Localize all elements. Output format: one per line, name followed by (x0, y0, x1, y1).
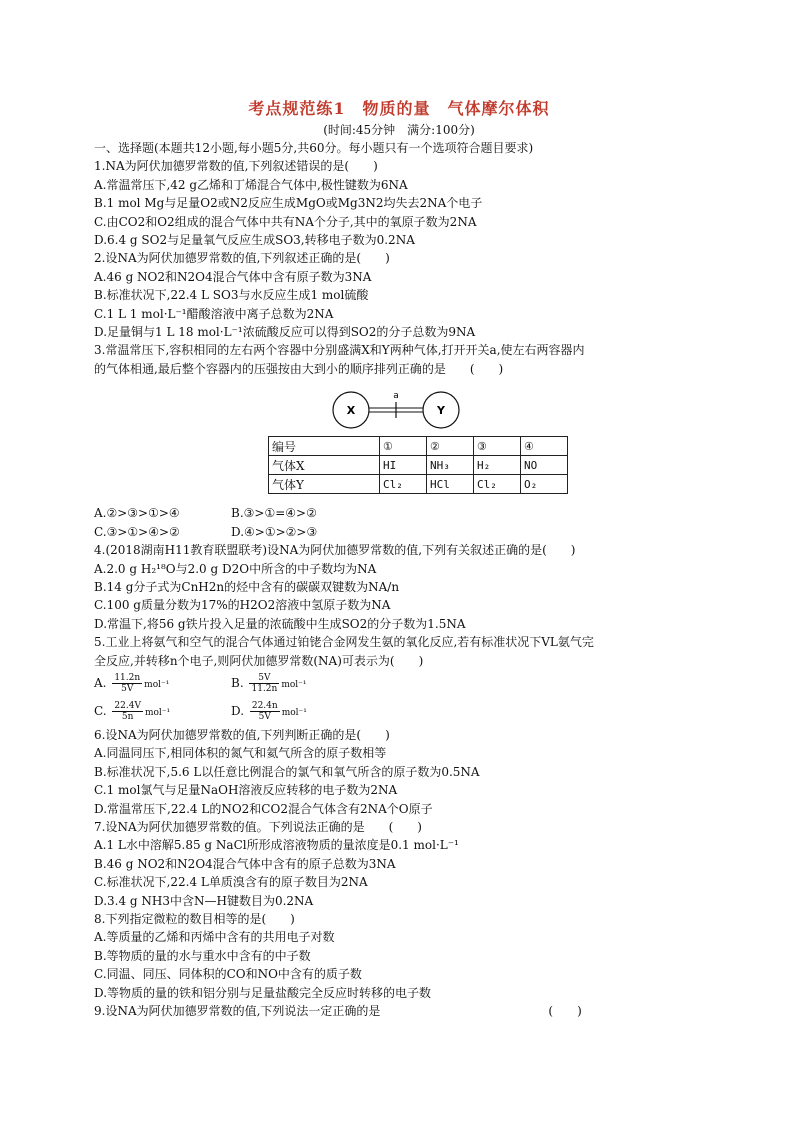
question-1-stem: 1.NA为阿伏加德罗常数的值,下列叙述错误的是( ) (94, 159, 378, 174)
question-1-option-c: C.由CO2和O2组成的混合气体中共有NA个分子,其中的氧原子数为2NA (94, 214, 477, 229)
question-8-option-d: D.等物质的量的铁和铝分别与足量盐酸完全反应时转移的电子数 (94, 985, 432, 1000)
fraction-denominator: 5V (258, 711, 271, 722)
fraction-denominator: 5V (121, 683, 134, 694)
question-6-option-c: C.1 mol氯气与足量NaOH溶液反应转移的电子数为2NA (94, 783, 398, 798)
option-label: A. (94, 675, 107, 690)
question-7-option-a: A.1 L水中溶解5.85 g NaCl所形成溶液物质的量浓度是0.1 mol·L⁻¹ (94, 838, 459, 853)
valve-label: a (393, 391, 399, 402)
table-cell: NH₃ (427, 456, 474, 475)
question-6-option-b: B.标准状况下,5.6 L以任意比例混合的氯气和氧气所含的原子数为0.5NA (94, 764, 480, 779)
question-6-stem: 6.设NA为阿伏加德罗常数的值,下列判断正确的是( ) (94, 727, 390, 742)
gas-table (268, 436, 568, 494)
question-6-option-a: A.同温同压下,相同体积的氮气和氦气所含的原子数相等 (94, 746, 387, 761)
unit: mol⁻¹ (281, 707, 307, 718)
option-label: C. (94, 703, 107, 718)
question-2-option-d: D.足量铜与1 L 18 mol·L⁻¹浓硫酸反应可以得到SO2的分子总数为9NA (94, 325, 476, 340)
question-2-option-b: B.标准状况下,22.4 L SO3与水反应生成1 mol硫酸 (94, 288, 369, 303)
page-subtitle: (时间:45分钟 满分:100分) (323, 123, 475, 137)
question-4-option-a: A.2.0 g H₂¹⁸O与2.0 g D2O中所含的中子数均为NA (94, 561, 377, 576)
two-container-svg (329, 386, 469, 430)
question-5-option-b (231, 670, 368, 698)
question-5-option-c (94, 698, 231, 726)
fraction-numerator: 11.2n (114, 672, 141, 683)
fraction-numerator: 5V (249, 673, 279, 684)
fraction (249, 673, 279, 694)
question-3-options-row-1 (94, 504, 704, 522)
question-7-stem: 7.设NA为阿伏加德罗常数的值。下列说法正确的是 ( ) (94, 819, 422, 834)
table-header-row (269, 437, 568, 456)
question-3-stem-line-1: 3.常温常压下,容积相同的左右两个容器中分别盛满X和Y两种气体,打开开关a,使左右两容器内 (94, 343, 585, 358)
page-title: 考点规范练1 物质的量 气体摩尔体积 (248, 99, 550, 118)
fraction-denominator: 11.2n (251, 683, 278, 694)
table-row-gas-y (269, 475, 568, 494)
table-cell: NO (521, 456, 568, 475)
unit: mol⁻¹ (144, 679, 170, 690)
question-4-stem: 4.(2018湖南H11教育联盟联考)设NA为阿伏加德罗常数的值,下列有关叙述正确的是( ) (94, 543, 576, 558)
question-1-option-a: A.常温常压下,42 g乙烯和丁烯混合气体中,极性键数为6NA (94, 177, 408, 192)
question-3-option-a: A.②>③>①>④ (94, 506, 180, 521)
question-3-stem-line-2: 的气体相通,最后整个容器内的压强按由大到小的顺序排列正确的是 ( ) (94, 361, 504, 376)
table-cell: ③ (474, 437, 521, 456)
question-5-option-d (231, 698, 368, 726)
question-7-option-b: B.46 g NO2和N2O4混合气体中含有的原子总数为3NA (94, 856, 396, 871)
fraction (112, 673, 142, 694)
fraction-numerator: 22.4V (114, 700, 141, 711)
container-x-label: X (346, 404, 356, 418)
question-5-stem-line-2: 全反应,并转移n个电子,则阿伏加德罗常数(NA)可表示为( ) (94, 653, 424, 668)
question-5-options-row-1 (94, 670, 704, 698)
table-cell: 编号 (269, 437, 380, 456)
question-8-option-c: C.同温、同压、同体积的CO和NO中含有的质子数 (94, 967, 362, 982)
question-8-option-b: B.等物质的量的水与重水中含有的中子数 (94, 948, 311, 963)
question-1-option-b: B.1 mol Mg与足量O2或N2反应生成MgO或Mg3N2均失去2NA个电子 (94, 196, 483, 211)
option-label: B. (231, 675, 244, 690)
container-y-label: Y (437, 404, 445, 418)
question-9-stem: 9.设NA为阿伏加德罗常数的值,下列说法一定正确的是 ( ) (94, 1004, 582, 1019)
unit: mol⁻¹ (281, 679, 307, 690)
table-cell: ④ (521, 437, 568, 456)
table-cell: H₂ (474, 456, 521, 475)
question-7-option-d: D.3.4 g NH3中含N—H键数目为0.2NA (94, 893, 314, 908)
question-4-option-b: B.14 g分子式为CnH2n的烃中含有的碳碳双键数为NA/n (94, 579, 400, 594)
unit: mol⁻¹ (144, 707, 171, 718)
table-cell: Cl₂ (474, 475, 521, 494)
table-row-gas-x (269, 456, 568, 475)
table-cell: ② (427, 437, 474, 456)
question-4-option-d: D.常温下,将56 g铁片投入足量的浓硫酸中生成SO2的分子数为1.5NA (94, 616, 466, 631)
table-cell: O₂ (521, 475, 568, 494)
question-8-stem: 8.下列指定微粒的数目相等的是( ) (94, 912, 295, 926)
fraction-denominator: 5n (121, 711, 134, 722)
question-2-option-a: A.46 g NO2和N2O4混合气体中含有原子数为3NA (94, 269, 372, 284)
question-4-option-c: C.100 g质量分数为17%的H2O2溶液中氢原子数为NA (94, 598, 391, 613)
question-3-option-b: B.③>①=④>② (231, 506, 317, 521)
option-label: D. (231, 703, 245, 718)
question-6-option-d: D.常温常压下,22.4 L的NO2和CO2混合气体含有2NA个O原子 (94, 801, 433, 816)
question-3-option-d: D.④>①>②>③ (231, 524, 318, 539)
table-cell: ① (380, 437, 427, 456)
table-cell: HI (380, 456, 427, 475)
fraction-numerator: 22.4n (251, 700, 278, 711)
question-2-option-c: C.1 L 1 mol·L⁻¹醋酸溶液中离子总数为2NA (94, 306, 334, 321)
fraction (250, 701, 280, 722)
question-5-options-row-2 (94, 698, 704, 726)
container-diagram (94, 386, 704, 430)
question-3-options-row-2 (94, 523, 704, 541)
question-1-option-d: D.6.4 g SO2与足量氧气反应生成SO3,转移电子数为0.2NA (94, 233, 415, 248)
fraction (112, 701, 143, 722)
worksheet-page (94, 96, 704, 1020)
question-3-option-c: C.③>①>④>② (94, 524, 180, 539)
table-cell: HCl (427, 475, 474, 494)
section-heading: 一、选择题(本题共12小题,每小题5分,共60分。每小题只有一个选项符合题目要求) (94, 141, 534, 155)
table-cell: Cl₂ (380, 475, 427, 494)
question-7-option-c: C.标准状况下,22.4 L单质溴含有的原子数目为2NA (94, 875, 368, 890)
question-5-stem-line-1: 5.工业上将氨气和空气的混合气体通过铂铑合金网发生氨的氧化反应,若有标准状况下VL氨气完 (94, 635, 594, 650)
question-5-option-a (94, 670, 231, 698)
table-cell: 气体X (269, 456, 380, 475)
table-cell: 气体Y (269, 475, 380, 494)
question-8-option-a: A.等质量的乙烯和丙烯中含有的共用电子对数 (94, 930, 335, 945)
question-2-stem: 2.设NA为阿伏加德罗常数的值,下列叙述正确的是( ) (94, 251, 390, 266)
